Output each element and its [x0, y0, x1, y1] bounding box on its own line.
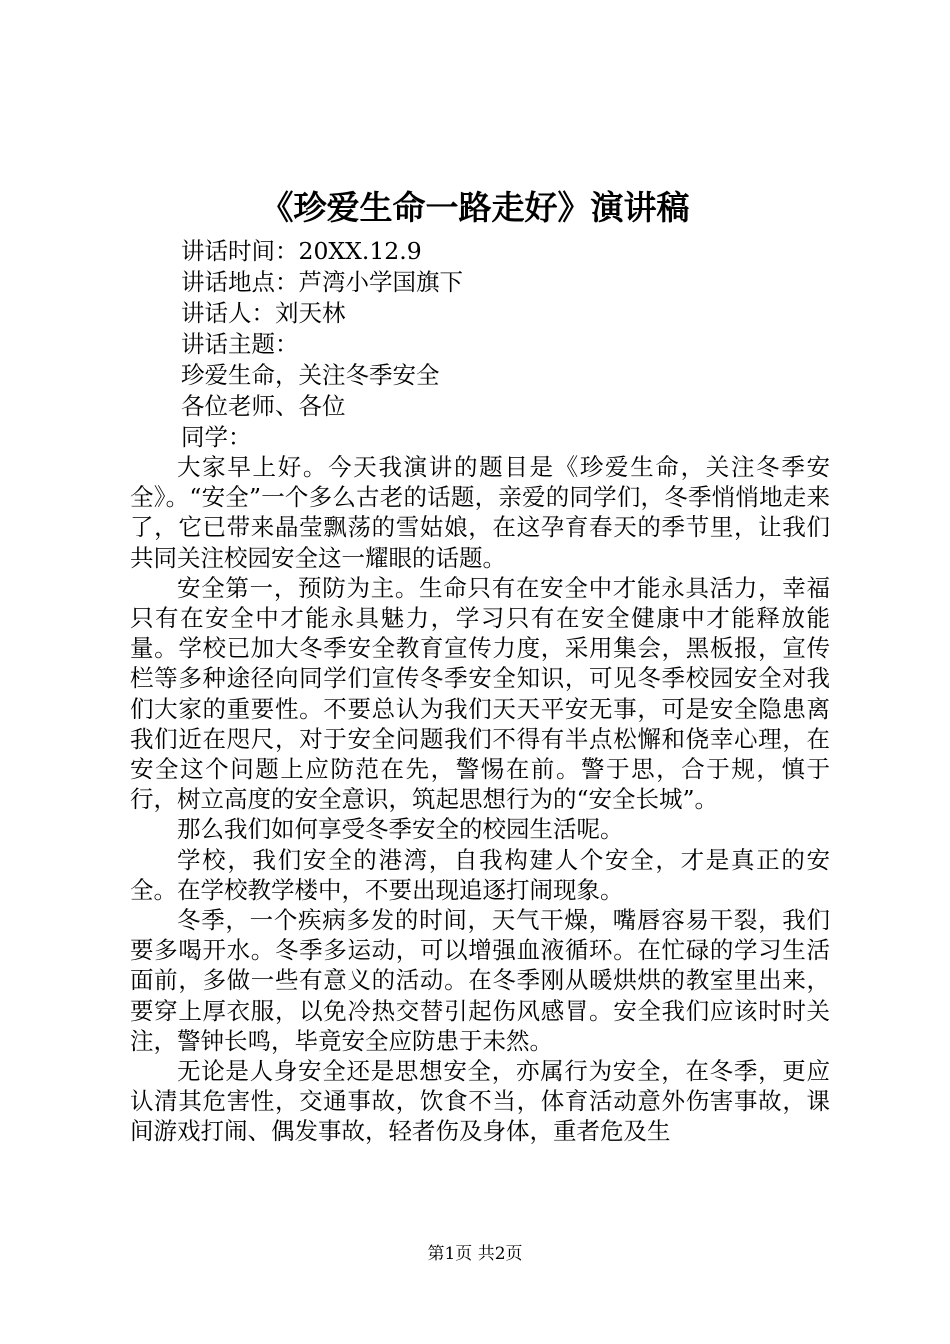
meta-line-location: 讲话地点：芦湾小学国旗下	[181, 268, 463, 296]
document-title: 《珍爱生命一路走好》演讲稿	[260, 188, 690, 227]
speech-body	[130, 452, 830, 1147]
meta-line-topic-label: 讲话主题：	[181, 330, 299, 358]
paragraph: 那么我们如何享受冬季安全的校园生活呢。	[177, 815, 624, 844]
paragraph: 大家早上好。今天我演讲的题目是《珍爱生命，关注冬季安全》。“安全”一个多么古老的话题，亲爱的同学们，冬季悄悄地走来了，它已带来晶莹飘荡的雪姑娘，在这孕育春天的季节里，让我们共同关注校园安全这一耀眼的话题。	[130, 453, 830, 572]
greeting-line-2: 同学：	[181, 423, 252, 451]
paragraph: 冬季，一个疾病多发的时间，天气干燥，嘴唇容易干裂，我们要多喝开水。冬季多运动，可以增强血液循环。在忙碌的学习生活面前，多做一些有意义的活动。在冬季刚从暖烘烘的教室里出来，要穿上厚衣服，以免冷热交替引起伤风感冒。安全我们应该时时关注，警钟长鸣，毕竟安全应防患于未然。	[130, 906, 830, 1055]
paragraph: 无论是人身安全还是思想安全，亦属行为安全，在冬季，更应认清其危害性，交通事故，饮食不当，体育活动意外伤害事故，课间游戏打闹、偶发事故，轻者伤及身体，重者危及生	[130, 1057, 830, 1146]
meta-line-time: 讲话时间：20XX.12.9	[181, 237, 422, 265]
paragraph: 学校，我们安全的港湾，自我构建人个安全，才是真正的安全。在学校教学楼中，不要出现追逐打闹现象。	[130, 845, 830, 904]
meta-line-speaker: 讲话人：刘天林	[181, 299, 346, 327]
paragraph: 安全第一，预防为主。生命只有在安全中才能永具活力，幸福只有在安全中才能永具魅力，学习只有在安全健康中才能释放能量。学校已加大冬季安全教育宣传力度，采用集会，黑板报，宣传栏等多种途径向同学们宣传冬季安全知识，可见冬季校园安全对我们大家的重要性。不要总认为我们天天平安无事，可是安全隐患离我们近在咫尺，对于安全问题我们不得有半点松懈和侥幸心理，在安全这个问题上应防范在先，警惕在前。警于思，合于规，慎于行，树立高度的安全意识，筑起思想行为的“安全长城”。	[130, 573, 830, 814]
meta-line-topic: 珍爱生命，关注冬季安全	[181, 361, 440, 389]
greeting-line-1: 各位老师、各位	[181, 392, 346, 420]
page-number-footer: 第1页 共2页	[427, 1244, 523, 1264]
